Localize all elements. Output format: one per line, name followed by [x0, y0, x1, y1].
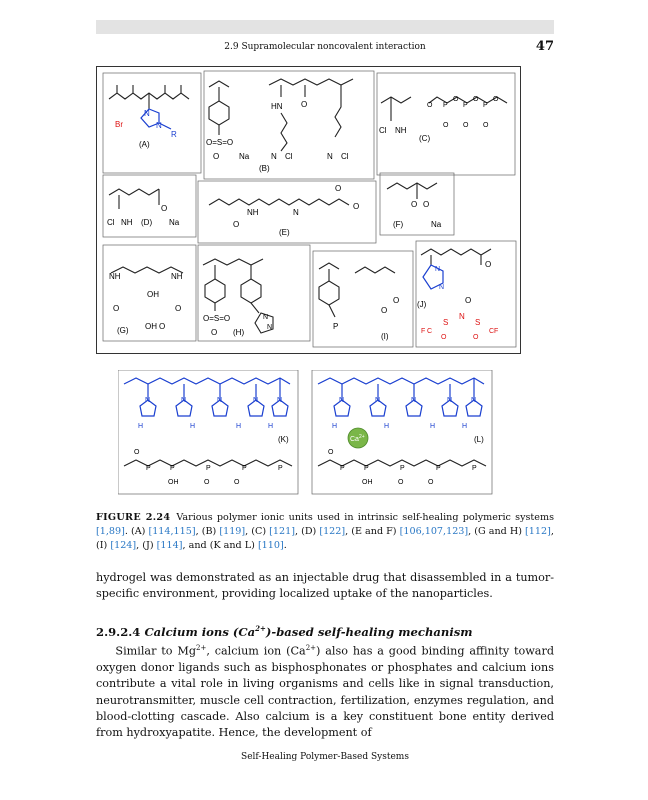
svg-text:O=S=O: O=S=O	[203, 314, 231, 323]
svg-text:N: N	[411, 397, 417, 404]
svg-text:O: O	[113, 304, 120, 313]
structure-l	[312, 370, 492, 494]
caption-label: FIGURE 2.24	[96, 512, 171, 523]
panel-label-b: (B)	[259, 164, 270, 173]
svg-text:N: N	[327, 152, 333, 161]
structure-c	[379, 96, 507, 143]
caption-ref[interactable]: [110]	[257, 540, 284, 551]
svg-text:P: P	[364, 465, 369, 472]
panel-label-h: (H)	[233, 328, 245, 337]
caption-ref[interactable]: [114]	[156, 540, 183, 551]
caption-text: Various polymer ionic units used in intrinsic self-healing polymeric systems	[176, 512, 554, 523]
structure-g	[109, 267, 183, 335]
svg-text:OH: OH	[145, 322, 157, 331]
svg-text:Na: Na	[239, 152, 250, 161]
structures-svg	[97, 67, 520, 353]
svg-text:O: O	[234, 479, 240, 486]
svg-text:O: O	[134, 449, 140, 456]
svg-text:P: P	[443, 102, 448, 109]
structure-e	[209, 184, 359, 237]
svg-text:O: O	[473, 96, 479, 103]
svg-text:O: O	[493, 96, 499, 103]
svg-text:CF: CF	[489, 328, 499, 335]
caption-ref[interactable]: [1,89]	[96, 526, 125, 537]
svg-text:O: O	[423, 200, 430, 209]
svg-text:O: O	[427, 102, 433, 109]
svg-text:O=S=O: O=S=O	[206, 138, 234, 147]
svg-text:O: O	[411, 200, 418, 209]
running-title: 2.9 Supramolecular noncovalent interaction	[224, 42, 426, 52]
svg-text:N: N	[277, 397, 283, 404]
svg-text:O: O	[381, 306, 388, 315]
svg-text:P: P	[400, 465, 405, 472]
paragraph-2: Similar to $Mg^{2+}$, calcium ion $(Ca^{2+})$ also has a good binding affinity toward oxygen donor ligands such as bisphosphonates or phosphates and calcium ions contribute a vital role in living organisms and cells like in signal transduction, neurotransmitter, muscle cell contraction, fertilization, enzymes regulation, and blood-clotting cascade. Also calcium is a key constituent bone entity derived from hydroxyapatite. Hence, the development of	[96, 644, 554, 740]
caption-ref[interactable]: [112]	[525, 526, 551, 537]
svg-text:O: O	[485, 260, 492, 269]
svg-text:N: N	[459, 312, 465, 321]
panel-label-k: (K)	[278, 435, 289, 444]
svg-text:N: N	[439, 284, 445, 291]
svg-text:Cl: Cl	[379, 126, 387, 135]
caption-ref[interactable]: [106,107,123]	[399, 526, 469, 537]
kl-svg	[118, 370, 536, 498]
svg-text:P: P	[206, 465, 211, 472]
svg-text:O: O	[213, 152, 220, 161]
structure-h	[203, 259, 273, 337]
svg-text:O: O	[353, 202, 360, 211]
svg-text:O: O	[428, 479, 434, 486]
svg-text:N: N	[144, 109, 150, 118]
figure-caption: FIGURE 2.24 Various polymer ionic units used in intrinsic self-healing polymeric systems [1,89]. (A) [114,115], (B) [119], (C) [121], (D) [122], (E and F) [106,107,123], (G and H) [112], (I) [124], (J) [114], and (K and L) [110].	[96, 512, 554, 551]
svg-text:P: P	[483, 102, 488, 109]
paragraph-1: hydrogel was demonstrated as an injectable drug that disassembled in a tumor-specific environment, providing localized uptake of the nanoparticles.	[96, 571, 554, 601]
svg-text:P: P	[170, 465, 175, 472]
svg-text:O: O	[335, 184, 342, 193]
svg-text:H: H	[190, 423, 196, 430]
svg-text:N: N	[156, 121, 162, 130]
svg-text:OH: OH	[362, 479, 373, 486]
svg-text:Cl: Cl	[285, 152, 293, 161]
svg-text:O: O	[328, 449, 334, 456]
panel-label-a: (A)	[139, 140, 150, 149]
svg-text:C: C	[427, 328, 433, 335]
svg-text:NH: NH	[171, 272, 183, 281]
svg-text:P: P	[436, 465, 441, 472]
svg-text:NH: NH	[121, 218, 133, 227]
svg-text:Cl: Cl	[341, 152, 349, 161]
svg-text:N: N	[253, 397, 259, 404]
a-br-label: Br	[115, 120, 123, 129]
svg-text:O: O	[465, 296, 472, 305]
svg-text:N: N	[271, 152, 277, 161]
svg-text:N: N	[217, 397, 223, 404]
header-bar	[96, 20, 554, 34]
svg-text:H: H	[138, 423, 144, 430]
svg-text:H: H	[236, 423, 242, 430]
figure-structures-box	[96, 66, 521, 354]
svg-text:N: N	[267, 324, 273, 331]
footer-book-title: Self-Healing Polymer-Based Systems	[241, 752, 409, 762]
svg-text:HN: HN	[271, 102, 283, 111]
svg-text:OH: OH	[168, 479, 179, 486]
svg-text:P: P	[146, 465, 151, 472]
svg-text:H: H	[268, 423, 274, 430]
caption-ref[interactable]: [119]	[219, 526, 246, 537]
svg-text:O: O	[463, 122, 469, 129]
structure-j	[417, 249, 498, 341]
panel-label-e: (E)	[279, 228, 290, 237]
svg-text:O: O	[161, 204, 168, 213]
caption-ref[interactable]: [124]	[110, 540, 137, 551]
svg-text:O: O	[175, 304, 182, 313]
svg-text:O: O	[443, 122, 449, 129]
structure-b	[206, 79, 353, 173]
svg-text:O: O	[441, 334, 447, 341]
svg-text:F: F	[421, 328, 426, 335]
svg-text:N: N	[471, 397, 477, 404]
calcium-ion-label: $Ca^{2+}$	[350, 434, 365, 443]
svg-text:Na: Na	[169, 218, 180, 227]
svg-text:OH: OH	[147, 290, 159, 299]
svg-text:N: N	[145, 397, 151, 404]
svg-text:P: P	[278, 465, 283, 472]
svg-text:NH: NH	[395, 126, 407, 135]
svg-text:NH: NH	[109, 272, 121, 281]
svg-text:N: N	[181, 397, 187, 404]
panel-label-f: (F)	[393, 220, 404, 229]
panel-label-c: (C)	[419, 134, 431, 143]
svg-text:N: N	[435, 266, 441, 273]
panel-frame-d	[103, 175, 196, 237]
section-number: 2.9.2.4	[96, 624, 141, 639]
svg-text:O: O	[204, 479, 210, 486]
structure-d	[107, 189, 180, 227]
svg-text:O: O	[453, 96, 459, 103]
svg-text:P: P	[242, 465, 247, 472]
svg-text:S: S	[475, 318, 481, 327]
caption-ref[interactable]: [122]	[319, 526, 346, 537]
figure-kl	[118, 370, 536, 498]
svg-text:O: O	[398, 479, 404, 486]
svg-text:O: O	[473, 334, 479, 341]
structure-i	[319, 263, 399, 341]
svg-text:S: S	[443, 318, 449, 327]
structure-a	[109, 85, 189, 149]
svg-text:N: N	[375, 397, 381, 404]
caption-ref[interactable]: [121]	[269, 526, 295, 537]
panel-label-l: (L)	[474, 435, 484, 444]
svg-text:Cl: Cl	[107, 218, 115, 227]
svg-text:O: O	[159, 322, 166, 331]
svg-text:P: P	[463, 102, 468, 109]
svg-text:R: R	[171, 130, 177, 139]
panel-label-g: (G)	[117, 326, 129, 335]
svg-text:N: N	[339, 397, 345, 404]
svg-text:O: O	[483, 122, 489, 129]
structure-k	[118, 370, 298, 494]
svg-text:N: N	[447, 397, 453, 404]
svg-text:O: O	[393, 296, 400, 305]
svg-text:N: N	[293, 208, 299, 217]
svg-text:Na: Na	[431, 220, 442, 229]
svg-text:P: P	[472, 465, 477, 472]
svg-text:H: H	[332, 423, 338, 430]
svg-text:O: O	[233, 220, 240, 229]
svg-text:P: P	[340, 465, 345, 472]
svg-text:H: H	[462, 423, 468, 430]
structure-f	[387, 183, 442, 229]
panel-frame-b	[204, 71, 374, 179]
panel-label-d: (D)	[141, 218, 153, 227]
panel-label-j: (J)	[417, 300, 427, 309]
svg-text:H: H	[384, 423, 390, 430]
svg-text:O: O	[211, 328, 218, 337]
svg-text:N: N	[263, 314, 269, 321]
caption-ref[interactable]: [114,115]	[148, 526, 196, 537]
page-number: 47	[535, 39, 554, 54]
panel-label-i: (I)	[381, 332, 389, 341]
running-head	[96, 39, 554, 55]
svg-text:H: H	[430, 423, 436, 430]
svg-text:O: O	[301, 100, 308, 109]
section-heading: 2.9.2.4 Calcium ions $(Ca^{2+})$-based self-healing mechanism	[96, 624, 473, 639]
svg-text:NH: NH	[247, 208, 259, 217]
svg-text:P: P	[333, 322, 339, 331]
